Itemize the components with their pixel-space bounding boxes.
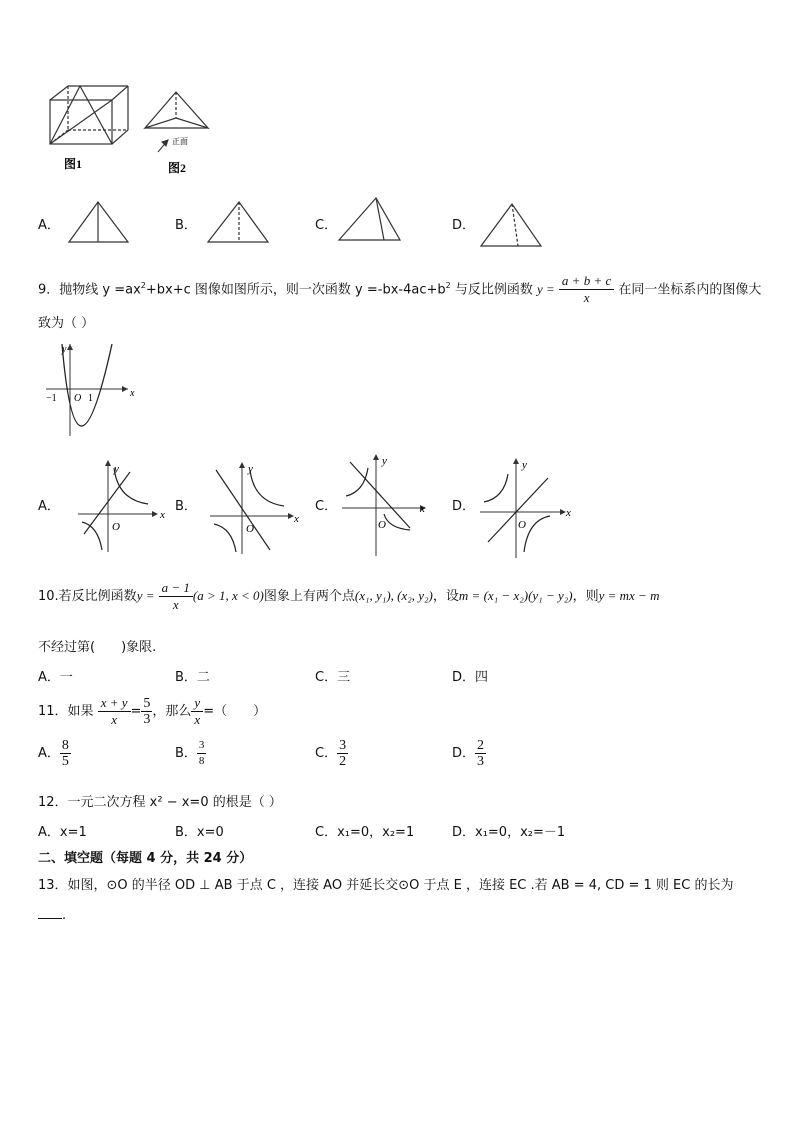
q10-option-a: A．一 [38,670,73,685]
svg-text:O: O [378,519,386,531]
svg-text:O: O [246,523,254,535]
q8-option-c-figure [336,194,404,244]
q10-points: (x₁, y₁), (x₂, y₂) [354,588,433,603]
q8-option-c-label: C． [315,218,338,233]
q12-stem: 12．一元二次方程 x² − x=0 的根是（ ） [38,795,282,810]
q10-y-mx: y = mx − m [598,588,660,603]
q9-graph-one: 1 [88,393,93,404]
svg-text:x: x [160,509,165,521]
q10-line2: 不经过第( )象限. [38,640,157,655]
q9-option-c-graph [340,452,436,558]
q9-option-d-label: D． [452,499,476,514]
q8-option-b-figure [205,198,271,246]
q10-fraction: $\frac{a - 1}{x}$ [159,580,193,613]
q10-m-eq: m = (x₁ − x₂)(y₁ − y₂) [458,588,573,603]
q9-graph-x: x [130,388,135,399]
q9-option-b-label: B． [175,499,197,514]
svg-text:x: x [294,513,299,525]
solid-figures [40,80,230,180]
q11-stem: 11．如果 $\frac{x + y}{x}$ = $\frac{5}{3}$ ，那么 $\frac{y}{x}$ =（ ） [38,695,267,727]
q9-text4: 在同一坐标系内的图像大 [618,282,762,298]
q11-option-a: A． $\frac{8}{5}$ [38,738,69,769]
q9-text5: 致为（ ） [38,316,95,331]
q9-stem [38,266,761,310]
q10-lead: 10.若反比例函数 [38,589,137,604]
svg-text:O: O [518,519,526,531]
q13-stem: 13．如图，⊙O 的半径 OD ⊥ AB 于点 C ，连接 AO 并延长交⊙O 于点 E ，连接 EC .若 AB = 4, CD = 1 则 EC 的长为 [38,878,734,893]
q9-frac-num: a + b + c [559,273,614,290]
q9-y-eq: y = [536,281,555,297]
svg-text:y: y [114,463,119,475]
q10-cond: (a > 1, x < 0) [192,588,264,603]
section2-title: 二、填空题（每题 4 分，共 24 分） [38,851,253,866]
q9-option-a-graph [76,458,172,556]
q9-parabola-graph [42,340,142,440]
q13-answer-blank: . [38,908,66,923]
q8-option-a-figure [66,198,132,246]
svg-text:y: y [248,463,253,475]
front-arrow-icon [158,140,168,152]
q8-option-a-label: A． [38,218,60,233]
fig2-label: 图2 [168,161,187,175]
q12-option-b: B．x=0 [175,825,224,840]
q9-option-a-label: A． [38,499,60,514]
svg-text:y: y [522,459,527,471]
q10-option-d: D．四 [452,670,489,685]
q12-option-d: D．x₁=0，x₂=－1 [452,825,566,840]
q8-option-d-figure [478,200,544,250]
q9-graph-neg1: −1 [46,393,57,404]
fig1-label: 图1 [64,157,83,171]
q9-fraction [559,273,614,306]
q12-option-c: C．x₁=0，x₂=1 [315,825,415,840]
q9-sup3: 2 [445,281,451,290]
q9-graph-o: O [74,393,82,404]
q10-option-c: C．三 [315,670,351,685]
q10-stem: 10.若反比例函数y = $\frac{a - 1}{x}$ (a > 1, x < 0)图象上有两个点(x₁, y₁), (x₂, y₂)，设m = (x₁ − x₂)(y₁ − y₂)，则y = mx − m [38,580,660,612]
svg-text:x: x [566,507,571,519]
q8-option-b-label: B． [175,218,197,233]
q9-option-b-graph [208,460,304,558]
q9-graph-y: y [62,344,67,355]
cube-figure [50,86,128,144]
q9-text3: 与反比例函数 [450,282,533,298]
q9-option-d-graph [478,456,578,560]
front-label: 正面 [172,137,188,146]
q9-sup2: 2 [140,281,146,290]
q11-option-b: B． $\frac{3}{8}$ [175,739,205,767]
q12-option-a: A．x=1 [38,825,87,840]
svg-text:x: x [420,503,425,515]
q10-option-b: B．二 [175,670,210,685]
q11-option-c: C． $\frac{3}{2}$ [315,738,347,769]
svg-text:O: O [112,521,120,533]
q9-option-c-label: C． [315,499,338,514]
pyramid-figure [145,92,208,128]
q8-option-d-label: D． [452,218,476,233]
q11-option-d: D． $\frac{2}{3}$ [452,738,485,769]
svg-text:y: y [382,455,387,467]
q9-frac-den: x [583,290,590,306]
q9-text2: +bx+c 图像如图所示，则一次函数 y =-bx-4ac+b [145,282,446,298]
q9-text1: 9．抛物线 y =ax [38,282,141,298]
